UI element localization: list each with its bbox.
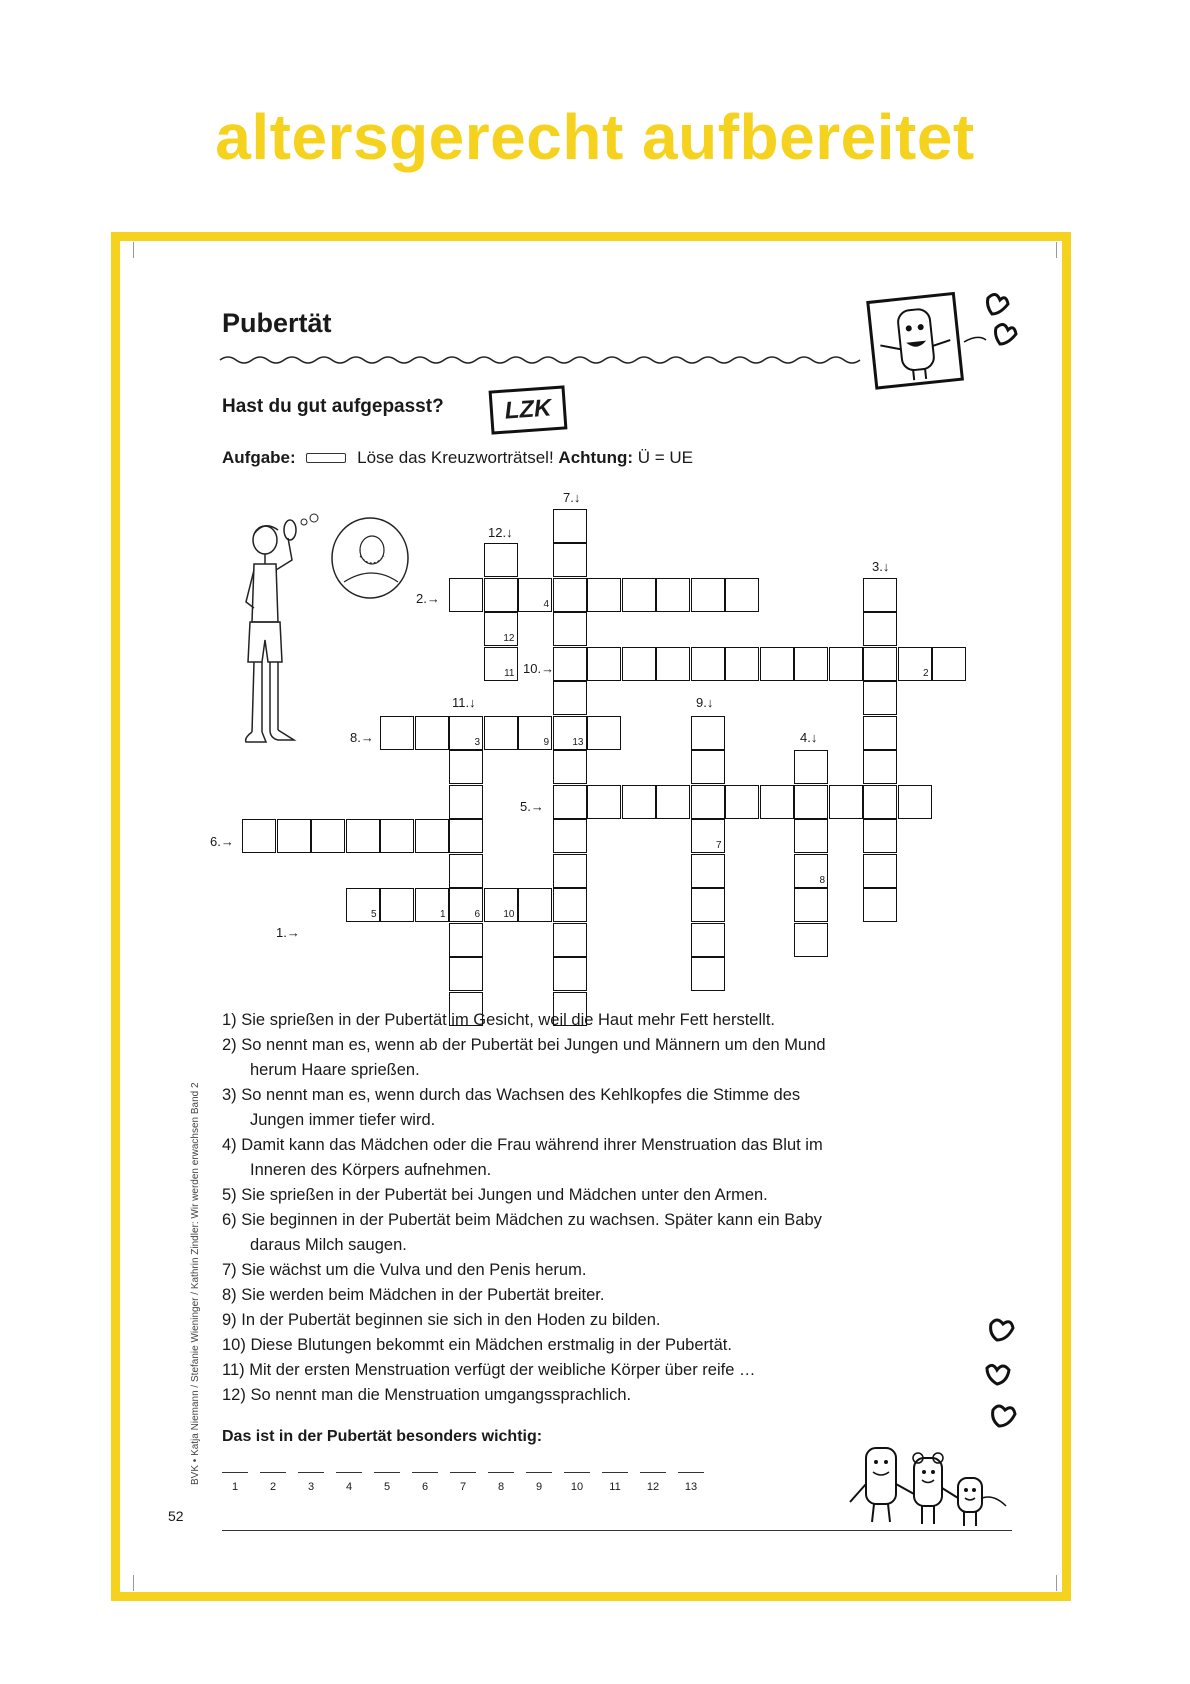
crossword-cell[interactable] [553, 923, 587, 957]
solution-question: Das ist in der Pubertät besonders wichtig: [222, 1428, 543, 1445]
crossword-cell[interactable] [691, 819, 725, 853]
crossword-cell[interactable] [346, 888, 380, 922]
solution-slots [222, 1472, 704, 1495]
crossword-cell[interactable] [863, 785, 897, 819]
clue-1: 1) Sie sprießen in der Pubertät im Gesicht, weil die Haut mehr Fett herstellt. [222, 1011, 775, 1029]
task-line [222, 448, 693, 468]
clue-5: 5) Sie sprießen in der Pubertät bei Jungen und Mädchen unter den Armen. [222, 1186, 768, 1204]
crossword-clue-label: 4.↓ [800, 730, 818, 745]
solution-slot[interactable]: 7 [450, 1472, 476, 1495]
solution-slot[interactable]: 2 [260, 1472, 286, 1495]
crossword-cell[interactable] [553, 647, 587, 681]
cell-number: 4 [543, 598, 549, 610]
crossword-cell[interactable] [242, 819, 276, 853]
crossword-cell[interactable] [518, 888, 552, 922]
cell-number: 3 [474, 736, 480, 748]
crossword-cell[interactable] [553, 785, 587, 819]
crossword-clue-label: 2.→ [416, 591, 440, 606]
crossword-cell[interactable] [484, 543, 518, 577]
clue-10: 10) Diese Blutungen bekommt ein Mädchen erstmalig in der Pubertät. [222, 1336, 732, 1354]
crossword-cell[interactable] [553, 750, 587, 784]
cell-number: 9 [543, 736, 549, 748]
crossword-cell[interactable] [691, 854, 725, 888]
crossword-cell[interactable] [484, 647, 518, 681]
crossword-cell[interactable] [691, 888, 725, 922]
cell-number: 8 [819, 874, 825, 886]
cell-number: 2 [922, 667, 929, 679]
crossword-cell[interactable] [587, 716, 621, 750]
crossword-cell[interactable] [449, 923, 483, 957]
crossword-clue-label: 5.→ [520, 799, 544, 814]
crossword-cell[interactable] [898, 785, 932, 819]
crossword-cell[interactable] [553, 612, 587, 646]
crossword-clue-label: 10.→ [523, 661, 555, 676]
clue-3: 3) So nennt man es, wenn durch das Wachsen des Kehlkopfes die Stimme des [222, 1086, 801, 1104]
crossword-cell[interactable] [553, 509, 587, 543]
crossword-clue-label: 7.↓ [563, 490, 581, 505]
clue-6-cont: daraus Milch saugen. [250, 1236, 407, 1254]
crossword-cell[interactable] [794, 854, 828, 888]
crossword-cell[interactable] [829, 785, 863, 819]
wavy-divider [220, 352, 870, 368]
crossword-cell[interactable] [691, 716, 725, 750]
crossword-clue-label: 6.→ [210, 834, 234, 849]
hearts-decoration [985, 1318, 1035, 1448]
crossword-cell[interactable] [794, 750, 828, 784]
attention-text: Ü = UE [637, 448, 694, 467]
crossword-cell[interactable] [449, 854, 483, 888]
family-illustration [840, 1444, 1020, 1534]
crossword-cell[interactable] [415, 888, 449, 922]
task-label: Aufgabe: [222, 448, 296, 467]
crop-mark [1056, 242, 1057, 258]
crossword-cell[interactable] [553, 681, 587, 715]
solution-slot[interactable]: 8 [488, 1472, 514, 1495]
crossword-cell[interactable] [829, 647, 863, 681]
solution-slot[interactable]: 9 [526, 1472, 552, 1495]
solution-slot[interactable]: 11 [602, 1472, 628, 1495]
crossword-cell[interactable] [863, 819, 897, 853]
cell-number: 1 [439, 909, 446, 920]
task-text: Löse das Kreuzworträtsel! [357, 448, 554, 467]
bottom-rule [222, 1530, 1012, 1531]
clue-2-cont: herum Haare sprießen. [250, 1061, 420, 1079]
crossword-cell[interactable] [760, 785, 794, 819]
solution-slot[interactable]: 12 [640, 1472, 666, 1495]
solution-slot[interactable]: 10 [564, 1472, 590, 1495]
subtitle: Hast du gut aufgepasst? [222, 396, 444, 417]
clue-8: 8) Sie werden beim Mädchen in der Pubertät breiter. [222, 1286, 605, 1304]
crossword-cell[interactable] [863, 750, 897, 784]
crossword-cell[interactable] [553, 578, 587, 612]
cell-number: 11 [504, 667, 515, 679]
cell-number: 13 [572, 736, 584, 748]
crossword-cell[interactable] [898, 647, 932, 681]
solution-slot[interactable]: 13 [678, 1472, 704, 1495]
publisher-credit: BVK • Katja Niemann / Stefanie Wieninger / Kathrin Zindler: Wir werden erwachsen Band 2 [190, 1082, 201, 1485]
clue-7: 7) Sie wächst um die Vulva und den Penis herum. [222, 1261, 587, 1279]
crossword-cell[interactable] [449, 750, 483, 784]
crossword-cell[interactable] [449, 957, 483, 991]
crossword-cell[interactable] [794, 647, 828, 681]
crossword-cell[interactable] [449, 785, 483, 819]
crossword-cell[interactable] [794, 923, 828, 957]
crossword-clue-label: 9.↓ [696, 695, 714, 710]
crossword-cell[interactable] [587, 578, 621, 612]
crossword-cell[interactable] [863, 888, 897, 922]
crossword-cell[interactable] [484, 612, 518, 646]
crossword-cell[interactable] [863, 681, 897, 715]
crossword-cell[interactable] [553, 716, 587, 750]
crossword-cell[interactable] [449, 819, 483, 853]
worksheet-title: Pubertät [222, 308, 332, 338]
crossword-cell[interactable] [622, 785, 656, 819]
crossword-cell[interactable] [656, 647, 690, 681]
crossword-cell[interactable] [484, 888, 518, 922]
crop-mark [133, 242, 134, 258]
clue-9: 9) In der Pubertät beginnen sie sich in den Hoden zu bilden. [222, 1311, 661, 1329]
crossword-cell[interactable] [311, 819, 345, 853]
clue-3-cont: Jungen immer tiefer wird. [250, 1111, 436, 1129]
cell-number: 7 [715, 840, 722, 851]
crossword-cell[interactable] [587, 647, 621, 681]
crossword-cell[interactable] [656, 578, 690, 612]
crossword-cell[interactable] [553, 888, 587, 922]
crossword-cell[interactable] [484, 716, 518, 750]
crossword-cell[interactable] [863, 716, 897, 750]
solution-slot[interactable]: 1 [222, 1472, 248, 1495]
crop-mark [133, 1575, 134, 1591]
crossword-cell[interactable] [518, 578, 552, 612]
crossword-cell[interactable] [553, 957, 587, 991]
clue-6: 6) Sie beginnen in der Pubertät beim Mädchen zu wachsen. Später kann ein Baby [222, 1211, 822, 1229]
solution-slot[interactable]: 6 [412, 1472, 438, 1495]
crossword-cell[interactable] [863, 854, 897, 888]
crossword-cell[interactable] [932, 647, 966, 681]
crossword-cell[interactable] [380, 888, 414, 922]
crossword-cell[interactable] [518, 716, 552, 750]
crossword-cell[interactable] [380, 716, 414, 750]
crossword-cell[interactable] [863, 578, 897, 612]
crossword-cell[interactable] [415, 819, 449, 853]
solution-slot[interactable]: 5 [374, 1472, 400, 1495]
crossword-cell[interactable] [622, 578, 656, 612]
crossword-cell[interactable] [863, 647, 897, 681]
crossword-cell[interactable] [691, 578, 725, 612]
crossword-cell[interactable] [794, 888, 828, 922]
clue-11: 11) Mit der ersten Menstruation verfügt der weibliche Körper über reife … [222, 1361, 756, 1379]
clue-4-cont: Inneren des Körpers aufnehmen. [250, 1161, 492, 1179]
crossword-clue-label: 8.→ [350, 730, 374, 745]
crossword-cell[interactable] [380, 819, 414, 853]
crossword-cell[interactable] [691, 785, 725, 819]
crossword-clue-label: 11.↓ [452, 695, 476, 710]
crossword-clue-label: 12.↓ [488, 525, 513, 540]
crossword-cell[interactable] [863, 612, 897, 646]
crossword-cell[interactable] [760, 647, 794, 681]
crossword-cell[interactable] [794, 785, 828, 819]
page-number: 52 [168, 1508, 184, 1524]
crossword-cell[interactable] [691, 923, 725, 957]
crossword-cell[interactable] [725, 578, 759, 612]
crossword-cell[interactable] [484, 578, 518, 612]
solution-slot[interactable]: 3 [298, 1472, 324, 1495]
crossword-cell[interactable] [553, 819, 587, 853]
crossword-cell[interactable] [725, 647, 759, 681]
banner-title: altersgerecht aufbereitet [215, 101, 975, 173]
crossword-cell[interactable] [794, 819, 828, 853]
clue-12: 12) So nennt man die Menstruation umgangssprachlich. [222, 1386, 632, 1404]
crossword-cell[interactable] [449, 716, 483, 750]
mascot-illustration [868, 290, 1028, 400]
crossword-cell[interactable] [691, 957, 725, 991]
crossword-cell[interactable] [449, 578, 483, 612]
crossword-cell[interactable] [587, 785, 621, 819]
crossword-cell[interactable] [449, 888, 483, 922]
crossword-cell[interactable] [622, 647, 656, 681]
clue-4: 4) Damit kann das Mädchen oder die Frau während ihrer Menstruation das Blut im [222, 1136, 823, 1154]
clue-2: 2) So nennt man es, wenn ab der Pubertät bei Jungen und Männern um den Mund [222, 1036, 826, 1054]
cell-number: 6 [474, 909, 480, 920]
crossword-cell[interactable] [415, 716, 449, 750]
lzk-badge: LZK [489, 385, 568, 434]
attention-label: Achtung: [558, 448, 634, 467]
solution-slot[interactable]: 4 [336, 1472, 362, 1495]
crossword-clue-label: 3.↓ [872, 559, 890, 574]
crossword-cell[interactable] [656, 785, 690, 819]
crossword-cell[interactable] [277, 819, 311, 853]
cell-number: 5 [370, 909, 377, 920]
pencil-icon [306, 453, 346, 463]
crop-mark [1056, 1575, 1057, 1591]
crossword-cell[interactable] [725, 785, 759, 819]
cell-number: 12 [503, 633, 515, 644]
crossword-cell[interactable] [553, 543, 587, 577]
crossword-cell[interactable] [346, 819, 380, 853]
clue-list [222, 1008, 826, 1408]
crossword-cell[interactable] [691, 647, 725, 681]
cell-number: 10 [503, 909, 515, 920]
crossword-cell[interactable] [553, 854, 587, 888]
crossword-cell[interactable] [691, 750, 725, 784]
crossword-clue-label: 1.→ [276, 925, 300, 940]
